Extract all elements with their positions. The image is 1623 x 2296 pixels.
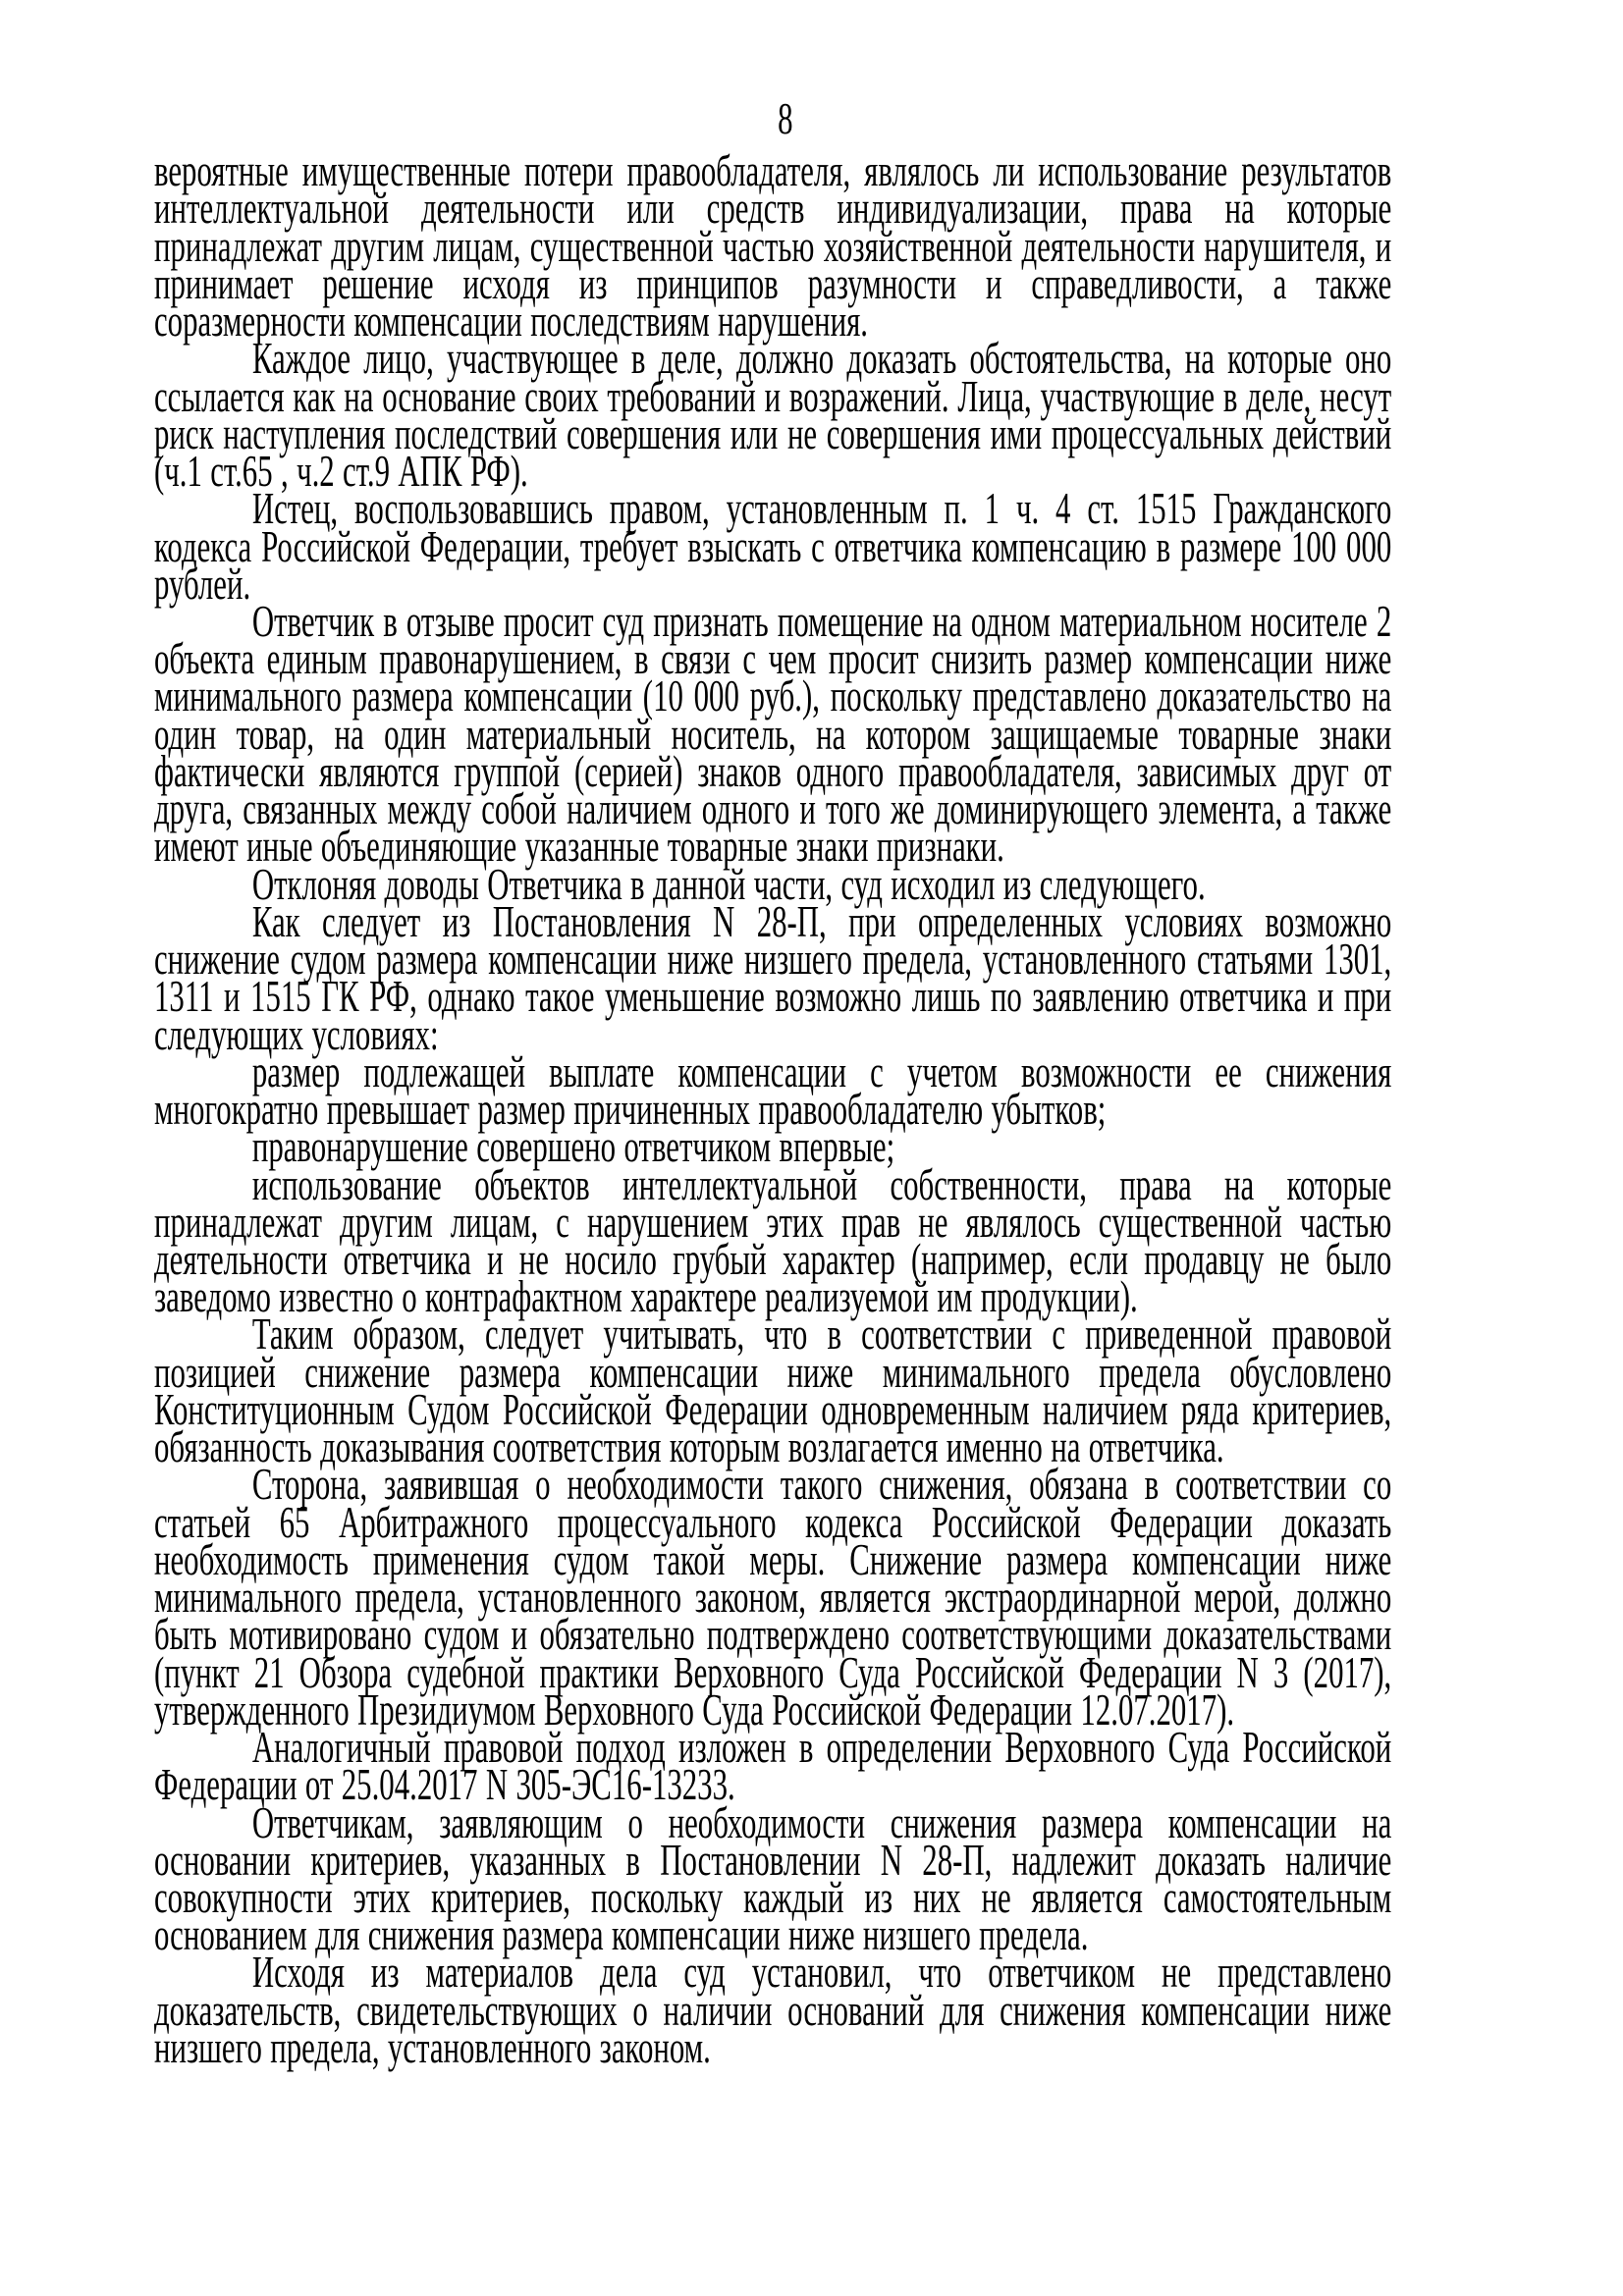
- paragraph: Как следует из Постановления N 28-П, при определенных условиях возможно снижение судом размера компенсации ниже низшего предела, установленного статьями 1301, 1311 и 1515 ГК РФ, однако такое уменьшение возможно лишь по заявлению ответчика и при следующих условиях:: [154, 895, 1392, 1059]
- paragraph: Истец, воспользовавшись правом, установленным п. 1 ч. 4 ст. 1515 Гражданского кодекса Российской Федерации, требует взыскать с ответчика компенсацию в размере 100 000 рублей.: [154, 483, 1392, 609]
- paragraph: Аналогичный правовой подход изложен в определении Верховного Суда Российской Федерации от 25.04.2017 N 305-ЭС16-13233.: [154, 1722, 1392, 1810]
- paragraph: вероятные имущественные потери правообладателя, являлось ли использование результатов интеллектуальной деятельности или средств индивидуализации, права на которые принадлежат другим лицам, существенной частью хозяйственной деятельности нарушителя, и принимает решение исходя из принципов разумности и справедливости, а также соразмерности компенсации последствиям нарушения.: [154, 145, 1392, 347]
- paragraph: Отклоняя доводы Ответчика в данной части, суд исходил из следующего.: [251, 858, 1206, 909]
- paragraph: размер подлежащей выплате компенсации с учетом возможности ее снижения многократно превышает размер причиненных правообладателю убытков;: [154, 1045, 1392, 1135]
- paragraph: Исходя из материалов дела суд установил, что ответчиком не представлено доказательств, свидетельствующих о наличии оснований для снижения компенсации ниже низшего предела, установленного законом.: [154, 1947, 1392, 2072]
- paragraph: Сторона, заявившая о необходимости такого снижения, обязана в соответствии со статьей 65 Арбитражного процессуального кодекса Российской Федерации доказать необходимость применения судом такой меры. Снижение размера компенсации ниже минимального предела, установленного законом, является экстраординарной мерой, должно быть мотивировано судом и обязательно подтверждено соответствующими доказательствами (пункт 21 Обзора судебной практики Верховного Суда Российской Федерации N 3 (2017), утвержденного Президиумом Верховного Суда Российской Федерации 12.07.2017).: [154, 1459, 1392, 1735]
- page-number: 8: [778, 93, 793, 143]
- paragraph: правонарушение совершено ответчиком впервые;: [251, 1121, 895, 1172]
- paragraph: Каждое лицо, участвующее в деле, должно доказать обстоятельства, на которые оно ссылается как на основание своих требований и возражений. Лица, участвующие в деле, несут риск наступления последствий совершения или не совершения ими процессуальных действий (ч.1 ст.65 , ч.2 ст.9 АПК РФ).: [154, 333, 1392, 497]
- paragraph: использование объектов интеллектуальной собственности, права на которые принадлежат другим лицам, с нарушением этих прав не являлось существенной частью деятельности ответчика и не носило грубый характер (например, если продавцу не было заведомо известно о контрафактном характере реализуемой им продукции).: [154, 1158, 1392, 1322]
- paragraph: Ответчикам, заявляющим о необходимости снижения размера компенсации на основании критериев, указанных в Постановлении N 28-П, надлежит доказать наличие совокупности этих критериев, поскольку каждый из них не является самостоятельным основанием для снижения размера компенсации ниже низшего предела.: [154, 1796, 1392, 1960]
- text-block: [154, 93, 1392, 2072]
- paragraphs-container: [154, 145, 1392, 2072]
- paragraph: Таким образом, следует учитывать, что в соответствии с приведенной правовой позицией снижение размера компенсации ниже минимального предела обусловлено Конституционным Судом Российской Федерации одновременным наличием ряда критериев, обязанность доказывания соответствия которым возлагается именно на ответчика.: [154, 1308, 1392, 1472]
- paragraph: Ответчик в отзыве просит суд признать помещение на одном материальном носителе 2 объекта единым правонарушением, в связи с чем просит снизить размер компенсации ниже минимального размера компенсации (10 000 руб.), поскольку представлено доказательство на один товар, на один материальный носитель, на котором защищаемые товарные знаки фактически являются группой (серией) знаков одного правообладателя, зависимых друг от друга, связанных между собой наличием одного и того же доминирующего элемента, а также имеют иные объединяющие указанные товарные знаки признаки.: [154, 596, 1392, 872]
